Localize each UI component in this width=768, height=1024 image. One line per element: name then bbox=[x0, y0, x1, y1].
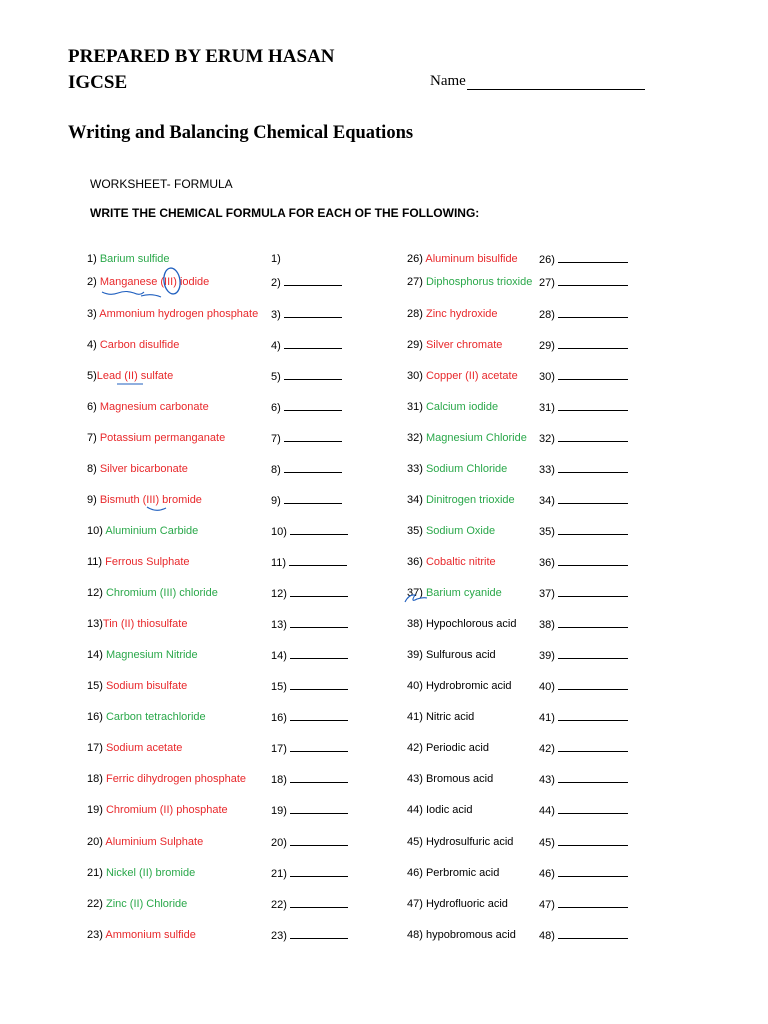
question-number: 4) bbox=[87, 338, 97, 351]
answer-number: 34) bbox=[539, 494, 555, 507]
question-item bbox=[87, 554, 190, 570]
answer-slot bbox=[271, 740, 348, 757]
question-number: 9) bbox=[87, 493, 97, 506]
question-number: 11) bbox=[87, 556, 103, 569]
answer-number: 16) bbox=[271, 712, 287, 725]
compound-name: Magnesium Nitride bbox=[105, 649, 198, 662]
question-number: 6) bbox=[87, 400, 97, 413]
question-number: 26) bbox=[407, 253, 423, 265]
answer-slot bbox=[539, 461, 628, 478]
answer-blank[interactable] bbox=[284, 368, 342, 380]
answer-blank[interactable] bbox=[558, 523, 628, 535]
answer-blank[interactable] bbox=[284, 492, 342, 504]
question-number: 31) bbox=[407, 400, 423, 413]
answer-slot bbox=[271, 306, 342, 323]
answer-slot bbox=[539, 740, 628, 757]
answer-slot bbox=[539, 709, 628, 726]
answer-number: 41) bbox=[539, 712, 555, 725]
answer-number: 23) bbox=[271, 929, 287, 942]
question-number: 1) bbox=[87, 253, 97, 265]
question-number: 39) bbox=[407, 649, 423, 662]
compound-name: Hypochlorous acid bbox=[425, 618, 517, 631]
compound-name: Hydrosulfuric acid bbox=[425, 835, 514, 848]
question-number: 35) bbox=[407, 525, 423, 537]
compound-name: Aluminium Carbide bbox=[105, 525, 199, 537]
question-number: 13) bbox=[87, 618, 103, 631]
answer-number: 4) bbox=[271, 339, 281, 352]
answer-blank[interactable] bbox=[284, 274, 342, 286]
answer-blank[interactable] bbox=[290, 896, 348, 908]
instruction-text: WRITE THE CHEMICAL FORMULA FOR EACH OF THE FOLLOWING: bbox=[90, 206, 480, 220]
question-number: 7) bbox=[87, 431, 97, 444]
level-heading: IGCSE bbox=[68, 72, 128, 93]
answer-slot bbox=[271, 896, 348, 913]
answer-blank[interactable] bbox=[284, 430, 342, 442]
question-number: 8) bbox=[87, 462, 97, 475]
question-number: 48) bbox=[407, 928, 423, 941]
question-number: 46) bbox=[407, 866, 423, 879]
answer-number: 47) bbox=[539, 898, 555, 911]
answer-blank[interactable] bbox=[558, 834, 628, 846]
answer-slot bbox=[539, 430, 628, 447]
question-number: 27) bbox=[407, 276, 423, 288]
answer-blank[interactable] bbox=[558, 274, 628, 286]
compound-name: Sodium bisulfate bbox=[105, 680, 188, 693]
answer-number: 26) bbox=[539, 254, 555, 266]
answer-number: 22) bbox=[271, 898, 287, 911]
answer-slot bbox=[271, 678, 348, 695]
answer-slot bbox=[539, 399, 628, 416]
compound-name: Barium sulfide bbox=[99, 253, 170, 265]
answer-blank[interactable] bbox=[289, 554, 347, 566]
compound-name: Ammonium sulfide bbox=[105, 928, 196, 941]
answer-number: 43) bbox=[539, 774, 555, 787]
question-item bbox=[407, 554, 496, 570]
answer-slot bbox=[271, 927, 348, 944]
question-item bbox=[87, 802, 228, 818]
answer-slot bbox=[271, 430, 342, 447]
question-item bbox=[87, 430, 225, 446]
answer-number: 45) bbox=[539, 836, 555, 849]
answer-number: 29) bbox=[539, 339, 555, 352]
compound-name: Sodium Chloride bbox=[425, 462, 508, 475]
compound-name: Manganese (III) iodide bbox=[99, 276, 210, 288]
compound-name: Cobaltic nitrite bbox=[425, 556, 496, 569]
answer-number: 27) bbox=[539, 277, 555, 289]
answer-slot bbox=[539, 251, 628, 268]
question-number: 23) bbox=[87, 928, 103, 941]
question-item bbox=[407, 740, 489, 756]
answer-blank[interactable] bbox=[558, 399, 628, 411]
answer-blank[interactable] bbox=[558, 251, 628, 263]
question-number: 28) bbox=[407, 307, 423, 320]
question-item bbox=[87, 678, 187, 694]
compound-name: Dinitrogen trioxide bbox=[425, 493, 515, 506]
compound-name: Periodic acid bbox=[425, 742, 489, 755]
compound-name: Sulfurous acid bbox=[425, 649, 496, 662]
question-item bbox=[87, 771, 246, 787]
answer-number: 6) bbox=[271, 401, 281, 414]
compound-name: Ferrous Sulphate bbox=[105, 556, 190, 569]
answer-number: 35) bbox=[539, 526, 555, 538]
answer-blank[interactable] bbox=[290, 616, 348, 628]
compound-name: Aluminium Sulphate bbox=[105, 835, 204, 848]
question-item bbox=[87, 896, 187, 912]
answer-number: 10) bbox=[271, 526, 287, 538]
question-item bbox=[87, 306, 258, 322]
answer-number: 44) bbox=[539, 805, 555, 818]
answer-number: 18) bbox=[271, 774, 287, 787]
answer-slot bbox=[271, 771, 348, 788]
compound-name: Bromous acid bbox=[425, 773, 494, 786]
question-item bbox=[407, 523, 495, 539]
answer-number: 40) bbox=[539, 681, 555, 694]
answer-slot bbox=[271, 399, 342, 416]
question-item bbox=[407, 616, 516, 632]
answer-number: 2) bbox=[271, 277, 281, 289]
answer-slot bbox=[271, 709, 348, 726]
answer-slot bbox=[539, 865, 628, 882]
answer-blank[interactable] bbox=[558, 585, 628, 597]
question-number: 20) bbox=[87, 835, 103, 848]
question-item bbox=[87, 647, 198, 663]
question-item bbox=[407, 709, 474, 725]
question-number: 10) bbox=[87, 525, 103, 537]
question-number: 16) bbox=[87, 711, 103, 724]
answer-slot bbox=[539, 834, 628, 851]
answer-slot bbox=[539, 927, 628, 944]
compound-name: Barium cyanide bbox=[425, 587, 502, 600]
compound-name: Copper (II) acetate bbox=[425, 369, 518, 382]
question-item bbox=[407, 678, 512, 694]
answer-slot bbox=[539, 616, 628, 633]
answer-slot bbox=[271, 802, 348, 819]
question-item bbox=[87, 585, 218, 601]
answer-slot bbox=[539, 802, 628, 819]
worksheet-label: WORKSHEET- FORMULA bbox=[90, 177, 233, 191]
answer-slot bbox=[539, 337, 628, 354]
compound-name: Ferric dihydrogen phosphate bbox=[105, 773, 246, 786]
answer-slot bbox=[271, 274, 342, 291]
compound-name: Nitric acid bbox=[425, 711, 475, 724]
answer-blank[interactable] bbox=[290, 647, 348, 659]
answer-slot bbox=[271, 523, 348, 540]
question-number: 41) bbox=[407, 711, 423, 724]
answer-number: 20) bbox=[271, 836, 287, 849]
answer-number: 33) bbox=[539, 463, 555, 476]
compound-name: Diphosphorus trioxide bbox=[425, 276, 533, 288]
answer-blank[interactable] bbox=[558, 709, 628, 721]
question-item bbox=[407, 430, 527, 446]
answer-blank[interactable] bbox=[290, 709, 348, 721]
question-item bbox=[407, 802, 472, 818]
question-item bbox=[407, 461, 507, 477]
answer-blank[interactable] bbox=[558, 430, 628, 442]
compound-name: Carbon disulfide bbox=[99, 338, 180, 351]
answer-slot bbox=[271, 251, 281, 267]
compound-name: Magnesium Chloride bbox=[425, 431, 527, 444]
answer-slot bbox=[271, 834, 348, 851]
answer-blank[interactable] bbox=[290, 678, 348, 690]
answer-blank[interactable] bbox=[558, 927, 628, 939]
compound-name: Magnesium carbonate bbox=[99, 400, 209, 413]
name-field-group bbox=[430, 73, 645, 90]
answer-number: 17) bbox=[271, 743, 287, 756]
compound-name: Zinc hydroxide bbox=[425, 307, 498, 320]
answer-number: 42) bbox=[539, 743, 555, 756]
question-number: 47) bbox=[407, 897, 423, 910]
answer-blank[interactable] bbox=[558, 865, 628, 877]
name-label: Name bbox=[430, 73, 466, 89]
question-number: 17) bbox=[87, 742, 103, 755]
question-item bbox=[407, 251, 518, 267]
answer-number: 12) bbox=[271, 588, 287, 601]
answer-number: 30) bbox=[539, 370, 555, 383]
answer-blank[interactable] bbox=[558, 896, 628, 908]
ink-underline-mark bbox=[141, 295, 161, 297]
ink-underline-mark bbox=[102, 292, 144, 295]
answer-slot bbox=[539, 678, 628, 695]
question-item bbox=[407, 927, 516, 943]
question-number: 45) bbox=[407, 835, 423, 848]
page-title: Writing and Balancing Chemical Equations bbox=[68, 123, 414, 143]
compound-name: Sodium Oxide bbox=[425, 525, 496, 537]
compound-name: Silver bicarbonate bbox=[99, 462, 188, 475]
answer-blank[interactable] bbox=[290, 740, 348, 752]
compound-name: hypobromous acid bbox=[425, 928, 516, 941]
question-number: 34) bbox=[407, 493, 423, 506]
answer-number: 15) bbox=[271, 681, 287, 694]
question-number: 38) bbox=[407, 618, 423, 631]
answer-number: 21) bbox=[271, 867, 287, 880]
question-item bbox=[407, 771, 493, 787]
question-item bbox=[407, 896, 508, 912]
question-number: 14) bbox=[87, 649, 103, 662]
question-item bbox=[407, 399, 498, 415]
answer-blank[interactable] bbox=[558, 771, 628, 783]
answer-blank[interactable] bbox=[284, 399, 342, 411]
answer-blank[interactable] bbox=[558, 461, 628, 473]
answer-blank[interactable] bbox=[290, 771, 348, 783]
question-number: 5) bbox=[87, 369, 97, 382]
question-number: 3) bbox=[87, 307, 97, 320]
answer-slot bbox=[271, 585, 348, 602]
compound-name: Calcium iodide bbox=[425, 400, 499, 413]
answer-blank[interactable] bbox=[290, 585, 348, 597]
question-number: 37) bbox=[407, 587, 423, 600]
answer-blank[interactable] bbox=[558, 554, 628, 566]
question-item bbox=[407, 647, 496, 663]
answer-number: 5) bbox=[271, 370, 281, 383]
answer-slot bbox=[539, 554, 628, 571]
answer-slot bbox=[539, 523, 628, 540]
answer-number: 37) bbox=[539, 588, 555, 601]
question-number: 36) bbox=[407, 556, 423, 569]
answer-slot bbox=[271, 865, 348, 882]
question-item bbox=[407, 337, 502, 353]
compound-name: Bismuth (III) bromide bbox=[99, 493, 202, 506]
answer-number: 7) bbox=[271, 432, 281, 445]
compound-name: Chromium (II) phosphate bbox=[105, 804, 228, 817]
answer-number: 14) bbox=[271, 650, 287, 663]
question-number: 32) bbox=[407, 431, 423, 444]
answer-blank[interactable] bbox=[558, 678, 628, 690]
question-number: 15) bbox=[87, 680, 103, 693]
question-item bbox=[407, 492, 515, 508]
answer-slot bbox=[539, 771, 628, 788]
answer-number: 13) bbox=[271, 619, 287, 632]
question-number: 33) bbox=[407, 462, 423, 475]
question-item bbox=[87, 337, 179, 353]
question-number: 29) bbox=[407, 338, 423, 351]
compound-name: Tin (II) thiosulfate bbox=[102, 618, 188, 631]
question-item bbox=[87, 368, 173, 384]
compound-name: Aluminum bisulfide bbox=[425, 253, 518, 265]
question-item bbox=[87, 865, 195, 881]
compound-name: Perbromic acid bbox=[425, 866, 500, 879]
answer-blank[interactable] bbox=[290, 523, 348, 535]
compound-name: Lead (II) sulfate bbox=[96, 369, 174, 382]
question-item bbox=[87, 461, 188, 477]
question-number: 21) bbox=[87, 866, 103, 879]
answer-blank[interactable] bbox=[558, 647, 628, 659]
compound-name: Iodic acid bbox=[425, 804, 473, 817]
question-number: 2) bbox=[87, 276, 97, 288]
answer-slot bbox=[271, 616, 348, 633]
answer-number: 3) bbox=[271, 308, 281, 321]
answer-number: 38) bbox=[539, 619, 555, 632]
compound-name: Potassium permanganate bbox=[99, 431, 226, 444]
question-number: 19) bbox=[87, 804, 103, 817]
answer-blank[interactable] bbox=[558, 306, 628, 318]
question-number: 12) bbox=[87, 587, 103, 600]
question-item bbox=[407, 274, 532, 290]
question-item bbox=[87, 399, 209, 415]
name-blank[interactable] bbox=[467, 75, 645, 90]
answer-blank[interactable] bbox=[558, 740, 628, 752]
answer-number: 8) bbox=[271, 463, 281, 476]
answer-blank[interactable] bbox=[290, 927, 348, 939]
compound-name: Hydrofluoric acid bbox=[425, 897, 508, 910]
question-item bbox=[87, 251, 170, 267]
answer-blank[interactable] bbox=[558, 802, 628, 814]
question-item bbox=[87, 709, 206, 725]
compound-name: Hydrobromic acid bbox=[425, 680, 512, 693]
answer-blank[interactable] bbox=[290, 865, 348, 877]
question-number: 42) bbox=[407, 742, 423, 755]
answer-slot bbox=[271, 461, 342, 478]
compound-name: Chromium (III) chloride bbox=[105, 587, 218, 600]
answer-number: 36) bbox=[539, 557, 555, 570]
compound-name: Carbon tetrachloride bbox=[105, 711, 206, 724]
answer-slot bbox=[271, 337, 342, 354]
answer-slot bbox=[271, 368, 342, 385]
question-number: 30) bbox=[407, 369, 423, 382]
answer-blank[interactable] bbox=[284, 461, 342, 473]
question-number: 40) bbox=[407, 680, 423, 693]
answer-number: 9) bbox=[271, 494, 281, 507]
answer-number: 31) bbox=[539, 401, 555, 414]
answer-slot bbox=[271, 647, 348, 664]
question-item bbox=[87, 523, 198, 539]
answer-slot bbox=[539, 647, 628, 664]
answer-number: 11) bbox=[271, 557, 287, 570]
answer-number: 32) bbox=[539, 432, 555, 445]
answer-slot bbox=[539, 492, 628, 509]
answer-blank[interactable] bbox=[558, 492, 628, 504]
answer-slot bbox=[539, 274, 628, 291]
compound-name: Zinc (II) Chloride bbox=[105, 897, 188, 910]
compound-name: Sodium acetate bbox=[105, 742, 183, 755]
answer-blank[interactable] bbox=[284, 306, 342, 318]
question-item bbox=[407, 585, 502, 601]
compound-name: Nickel (II) bromide bbox=[105, 866, 196, 879]
answer-blank[interactable] bbox=[558, 368, 628, 380]
answer-slot bbox=[271, 554, 347, 571]
question-number: 18) bbox=[87, 773, 103, 786]
answer-number: 28) bbox=[539, 308, 555, 321]
answer-blank[interactable] bbox=[290, 834, 348, 846]
answer-slot bbox=[539, 896, 628, 913]
answer-slot bbox=[271, 492, 342, 509]
answer-number: 46) bbox=[539, 867, 555, 880]
question-item bbox=[87, 834, 203, 850]
answer-blank[interactable] bbox=[284, 337, 342, 349]
question-item bbox=[407, 865, 499, 881]
answer-slot bbox=[539, 306, 628, 323]
question-item bbox=[407, 834, 513, 850]
answer-slot bbox=[539, 585, 628, 602]
answer-slot bbox=[539, 368, 628, 385]
question-item bbox=[87, 274, 209, 290]
answer-number: 39) bbox=[539, 650, 555, 663]
question-number: 44) bbox=[407, 804, 423, 817]
answer-blank[interactable] bbox=[290, 802, 348, 814]
answer-number: 1) bbox=[271, 253, 281, 265]
question-item bbox=[87, 616, 187, 632]
question-item bbox=[407, 306, 498, 322]
author-heading: PREPARED BY ERUM HASAN bbox=[68, 46, 335, 67]
question-item bbox=[87, 740, 182, 756]
compound-name: Ammonium hydrogen phosphate bbox=[99, 307, 259, 320]
question-item bbox=[87, 492, 202, 508]
question-number: 22) bbox=[87, 897, 103, 910]
question-item bbox=[87, 927, 196, 943]
question-item bbox=[407, 368, 518, 384]
answer-number: 48) bbox=[539, 929, 555, 942]
answer-blank[interactable] bbox=[558, 337, 628, 349]
answer-number: 19) bbox=[271, 805, 287, 818]
answer-blank[interactable] bbox=[558, 616, 628, 628]
compound-name: Silver chromate bbox=[425, 338, 503, 351]
question-number: 43) bbox=[407, 773, 423, 786]
